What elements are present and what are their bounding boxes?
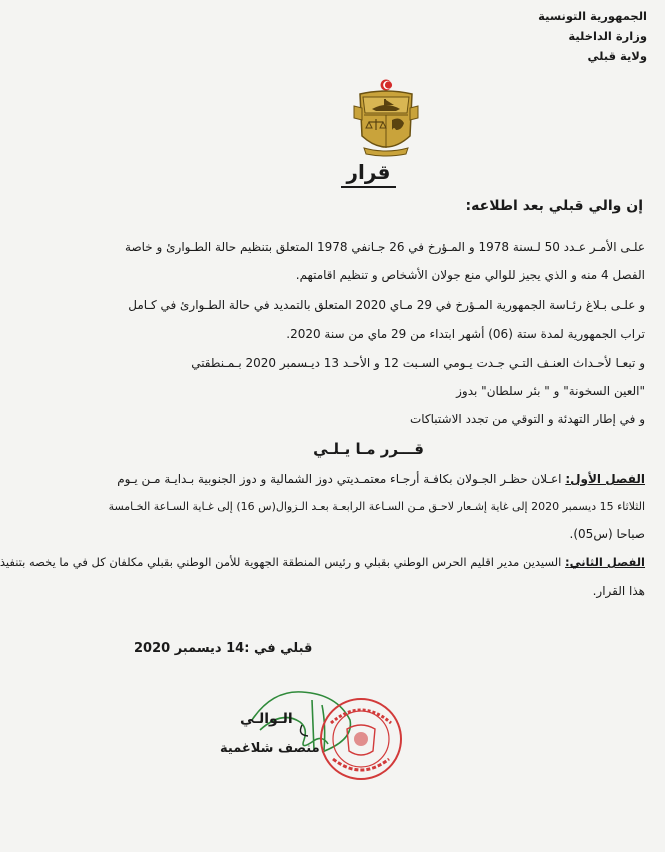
article-1-line bbox=[94, 472, 645, 486]
article-1-line: الثلاثاء 15 ديسمبر 2020 إلى غاية إشـعار لاحـق مـن السـاعة الرابعـة بعـد الـزوال(س 16) إلى غـاية السـاعة الخـامسة bbox=[108, 500, 645, 513]
recital-line: "العين السخونة" و " بئر سلطان" بدوز bbox=[456, 384, 645, 398]
article-2-line bbox=[0, 555, 645, 569]
article-2-line: هذا القرار. bbox=[592, 584, 645, 598]
recital-line: و تبعـا لأحـداث العنـف التـي جـدت يـومي السـبت 12 و الأحـد 13 ديـسمبر 2020 بـمـنطقتي bbox=[191, 356, 645, 370]
article-2-text: السيدين مدير اقليم الحرس الوطني بقبلي و رئيس المنطقة الجهوية للأمن الوطني بقبلي مكلفان كل في ما يخصه بتنفيذ bbox=[0, 555, 562, 569]
recital-line: علـى الأمـر عـدد 50 لـسنة 1978 و المـؤرخ في 26 جـانفي 1978 المتعلق بتنظيم حالة الطـوارئ و خاصة bbox=[125, 240, 645, 254]
preamble: إن والي قبلي بعد اطلاعه: bbox=[465, 198, 643, 214]
signatory-title: الـوالـي bbox=[240, 711, 293, 727]
decides-heading: قـــرر مـا يـلـي bbox=[313, 440, 424, 458]
letterhead-governorate: ولاية قبلي bbox=[587, 49, 647, 63]
recital-line: الفصل 4 منه و الذي يجيز للوالي منع جولان الأشخاص و تنظيم اقامتهم. bbox=[295, 268, 645, 282]
recital-line: و في إطار التهدئة و التوقي من تجدد الاشتباكات bbox=[409, 412, 645, 426]
article-1-label: الفصل الأول: bbox=[565, 472, 645, 486]
recital-line: تراب الجمهورية لمدة ستة (06) أشهر ابتداء من 29 ماي من سنة 2020. bbox=[286, 327, 645, 341]
recital-line: و علـى بـلاغ رئـاسة الجمهورية المـؤرخ في 29 مـاي 2020 المتعلق بالتمديد في حالة الطـوارئ في كـامل bbox=[128, 298, 645, 312]
letterhead-republic: الجمهورية التونسية bbox=[538, 9, 647, 23]
letterhead bbox=[538, 6, 647, 66]
decree-date: قبلي في :14 ديسمبر 2020 bbox=[134, 641, 313, 656]
article-2-label: الفصل الثاني: bbox=[565, 555, 645, 569]
article-1-line: صباحا (س05). bbox=[569, 527, 645, 541]
letterhead-ministry: وزارة الداخلية bbox=[568, 29, 647, 43]
article-1-text: اعـلان حظـر الجـولان بكافـة أرجـاء معتمـديتي دوز الشمالية و دوز الجنوبية بـدايـة مـن يـوم bbox=[117, 472, 562, 486]
document-title: قرار bbox=[72, 160, 665, 184]
signatory-name: منصف شلاغمية bbox=[220, 741, 320, 756]
official-stamp-icon bbox=[317, 695, 405, 783]
coat-of-arms-icon bbox=[350, 78, 422, 156]
